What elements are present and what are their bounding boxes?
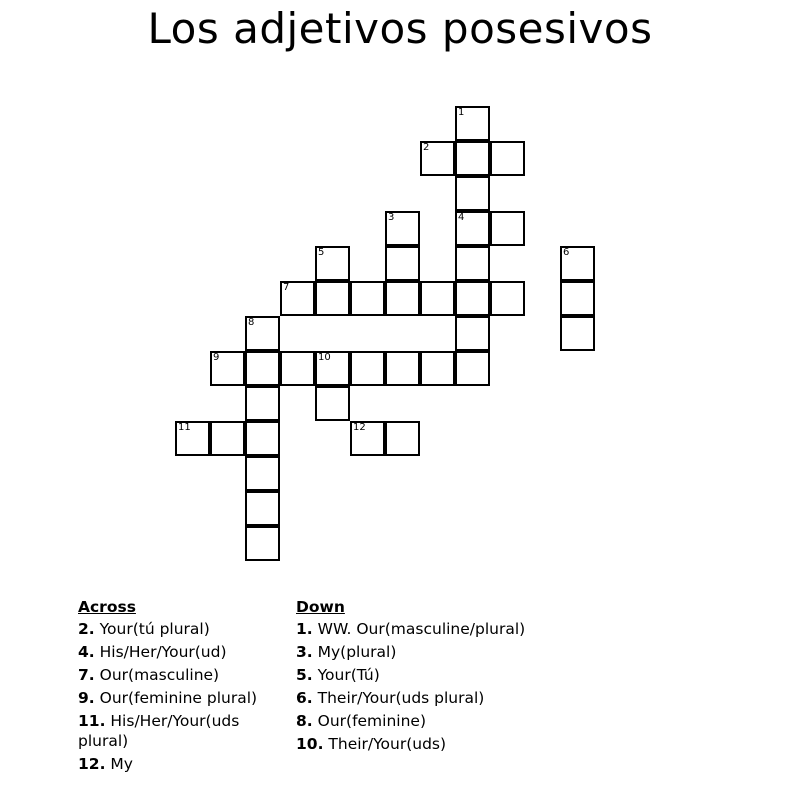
grid-cell[interactable] [560, 281, 595, 316]
clue-text: Our(feminine plural) [99, 689, 258, 707]
cell-number: 1 [458, 107, 465, 118]
clue-down-5 [296, 665, 526, 685]
clue-down-6 [296, 688, 526, 708]
clue-text: His/Her/Your(ud) [99, 643, 227, 661]
grid-cell[interactable] [210, 351, 245, 386]
clue-number: 2. [78, 620, 95, 638]
clue-number: 5. [296, 666, 313, 684]
grid-cell[interactable] [175, 421, 210, 456]
clue-down-8 [296, 711, 526, 731]
clue-number: 6. [296, 689, 313, 707]
clue-number: 11. [78, 712, 106, 730]
cell-number: 9 [213, 352, 220, 363]
cell-number: 5 [318, 247, 325, 258]
grid-cell[interactable] [245, 351, 280, 386]
clue-down-1 [296, 619, 526, 639]
down-clues [296, 597, 526, 757]
grid-cell[interactable] [315, 281, 350, 316]
grid-cell[interactable] [385, 281, 420, 316]
grid-cell[interactable] [385, 421, 420, 456]
grid-cell[interactable] [455, 246, 490, 281]
cell-number: 11 [178, 422, 191, 433]
clue-across-11 [78, 711, 283, 751]
grid-cell[interactable] [455, 211, 490, 246]
clue-number: 3. [296, 643, 313, 661]
cell-number: 4 [458, 212, 465, 223]
grid-cell[interactable] [420, 281, 455, 316]
grid-cell[interactable] [420, 351, 455, 386]
grid-cell[interactable] [280, 281, 315, 316]
cell-number: 3 [388, 212, 395, 223]
clue-down-10 [296, 734, 526, 754]
clue-text: Our(masculine) [99, 666, 220, 684]
cell-number: 6 [563, 247, 570, 258]
grid-cell[interactable] [455, 106, 490, 141]
across-heading: Across [78, 598, 136, 616]
grid-cell[interactable] [245, 316, 280, 351]
grid-cell[interactable] [350, 351, 385, 386]
grid-cell[interactable] [245, 526, 280, 561]
clue-across-7 [78, 665, 283, 685]
grid-cell[interactable] [245, 421, 280, 456]
clue-across-9 [78, 688, 283, 708]
grid-cell[interactable] [560, 316, 595, 351]
clue-text: Your(Tú) [317, 666, 380, 684]
clue-across-2 [78, 619, 283, 639]
grid-cell[interactable] [490, 211, 525, 246]
clue-number: 12. [78, 755, 106, 773]
clue-text: My [110, 755, 133, 773]
clue-number: 9. [78, 689, 95, 707]
clue-text: Your(tú plural) [99, 620, 210, 638]
grid-cell[interactable] [315, 246, 350, 281]
clue-number: 4. [78, 643, 95, 661]
clue-text: Their/Your(uds) [328, 735, 447, 753]
grid-cell[interactable] [245, 456, 280, 491]
grid-cell[interactable] [210, 421, 245, 456]
grid-cell[interactable] [490, 141, 525, 176]
grid-cell[interactable] [280, 351, 315, 386]
clue-text: WW. Our(masculine/plural) [317, 620, 526, 638]
across-clues [78, 597, 283, 777]
grid-cell[interactable] [420, 141, 455, 176]
grid-cell[interactable] [315, 351, 350, 386]
clue-across-12 [78, 754, 283, 774]
grid-cell[interactable] [455, 316, 490, 351]
clue-text: His/Her/Your(uds plural) [78, 712, 240, 750]
grid-cell[interactable] [455, 141, 490, 176]
grid-cell[interactable] [455, 351, 490, 386]
cell-number: 7 [283, 282, 290, 293]
clue-text: Their/Your(uds plural) [317, 689, 485, 707]
clue-across-4 [78, 642, 283, 662]
page-title: Los adjetivos posesivos [147, 4, 653, 53]
grid-cell[interactable] [455, 281, 490, 316]
grid-cell[interactable] [350, 421, 385, 456]
cell-number: 2 [423, 142, 430, 153]
grid-cell[interactable] [385, 211, 420, 246]
clue-number: 1. [296, 620, 313, 638]
cell-number: 12 [353, 422, 366, 433]
clue-number: 7. [78, 666, 95, 684]
grid-cell[interactable] [490, 281, 525, 316]
down-heading: Down [296, 598, 345, 616]
clue-down-3 [296, 642, 526, 662]
grid-cell[interactable] [455, 176, 490, 211]
grid-cell[interactable] [245, 386, 280, 421]
cell-number: 8 [248, 317, 255, 328]
clue-number: 10. [296, 735, 324, 753]
cell-number: 10 [318, 352, 331, 363]
grid-cell[interactable] [560, 246, 595, 281]
clue-text: Our(feminine) [317, 712, 427, 730]
clue-number: 8. [296, 712, 313, 730]
grid-cell[interactable] [245, 491, 280, 526]
grid-cell[interactable] [315, 386, 350, 421]
grid-cell[interactable] [385, 246, 420, 281]
grid-cell[interactable] [385, 351, 420, 386]
clue-text: My(plural) [317, 643, 397, 661]
grid-cell[interactable] [350, 281, 385, 316]
